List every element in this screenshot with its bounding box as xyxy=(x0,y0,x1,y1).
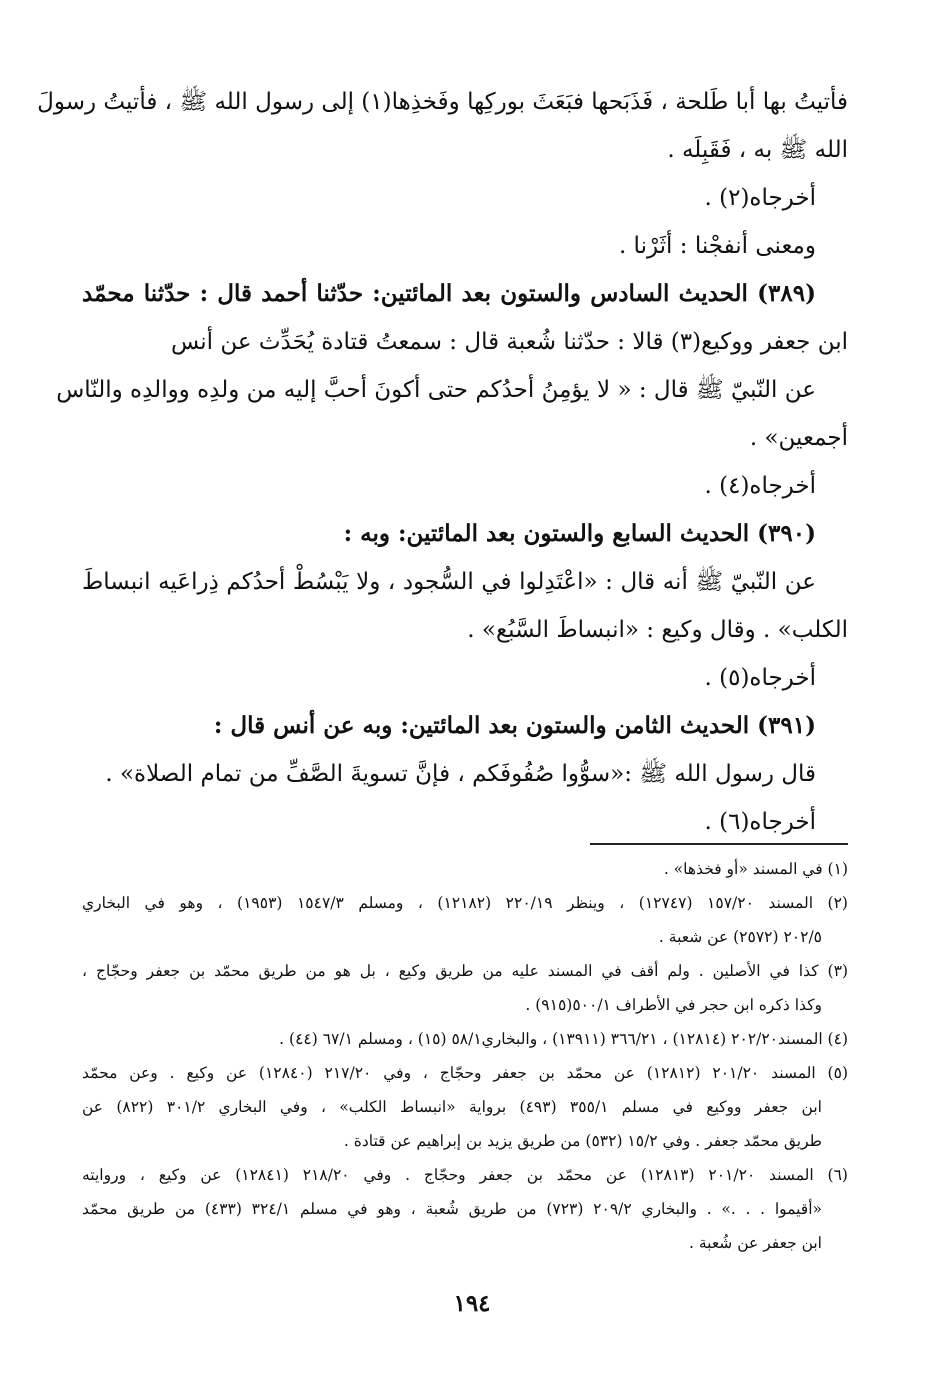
footnote-line: ابن جعفر عن شُعبة . xyxy=(688,1234,822,1252)
footnotes xyxy=(82,852,848,1260)
footnote-line: (٢) المسند ١٥٧/٢٠ (١٢٧٤٧) ، وينظر ٢٢٠/١٩ (١٢١٨٢) ، ومسلم ١٥٤٧/٣ (١٩٥٣) ، وهو في البخاري xyxy=(82,894,848,912)
footnote-line: طريق محمّد جعفر . وفي ١٥/٢ (٥٣٢) من طريق يزيد بن إبراهيم عن قتادة . xyxy=(343,1132,822,1150)
footnote-line: (٤) المسند٢٠٢/٢٠ (١٢٨١٤) ، ٣٦٦/٢١ (١٣٩١١) ، والبخاري٥٨/١ (١٥) ، ومسلم ٦٧/١ (٤٤) . xyxy=(279,1030,848,1048)
text-line: قال رسول الله ﷺ :«سوُّوا صُفُوفَكم ، فإنَّ تسويةَ الصَّفِّ من تمام الصلاة» . xyxy=(105,761,816,787)
footnote-divider xyxy=(590,843,848,845)
footnote-line: (١) في المسند «أو فخذها» . xyxy=(663,860,848,878)
text-line: أخرجاه(٤) . xyxy=(704,473,816,499)
text-line: أخرجاه(٦) . xyxy=(704,809,816,835)
text-line: أخرجاه(٥) . xyxy=(704,665,816,691)
text-line: أخرجاه(٢) . xyxy=(704,185,816,211)
text-line: الله ﷺ به ، فَقَبِلَه . xyxy=(667,137,848,163)
footnote-line: ابن جعفر ووكيع في مسلم ٣٥٥/١ (٤٩٣) برواية «انبساط الكلب» ، وفي البخاري ٣٠١/٢ (٨٢٢) عن xyxy=(82,1098,822,1116)
hadith-heading-391: (٣٩١) الحديث الثامن والستون بعد المائتين: وبه عن أنس قال : xyxy=(213,712,816,739)
hadith-heading-389: (٣٨٩) الحديث السادس والستون بعد المائتين: حدّثنا أحمد قال : حدّثنا محمّد xyxy=(82,280,816,307)
footnote-line: ٢٠٢/٥ (٢٥٧٢) عن شعبة . xyxy=(658,928,822,946)
footnote-line: (٣) كذا في الأصلين . ولم أقف في المسند عليه من طريق وكيع ، بل هو من طريق محمّد بن جعفر وحجّاج ، xyxy=(82,962,848,980)
page-number: ١٩٤ xyxy=(453,1290,491,1317)
footnote-line: «أقيموا . . .» . والبخاري ٢٠٩/٢ (٧٢٣) من طريق شُعبة ، وهو في مسلم ٣٢٤/١ (٤٣٣) من طريق محمّد xyxy=(82,1200,822,1218)
text-line: ومعنى أنفجْنا : أثَرْنا . xyxy=(618,233,816,259)
main-text xyxy=(37,78,848,846)
text-line: عن النّبيّ ﷺ أنه قال : «اعْتَدِلوا في السُّجود ، ولا يَبْسُطْ أحدُكم ذِراعَيه انبساطَ xyxy=(82,569,816,595)
text-line: فأتيتُ بها أبا طَلحة ، فَذَبَحها فبَعَثَ بوركِها وفَخذِها(١) إلى رسول الله ﷺ ، فأتيتُ رسولَ xyxy=(37,89,848,115)
footnote-line: (٥) المسند ٢٠١/٢٠ (١٢٨١٢) عن محمّد بن جعفر وحجّاج ، وفي ٢١٧/٢٠ (١٢٨٤٠) عن وكيع . وعن محمّد xyxy=(82,1064,848,1082)
text-line: عن النّبيّ ﷺ قال : « لا يؤمِنُ أحدُكم حتى أكونَ أحبَّ إليه من ولدِه ووالدِه والنّاس xyxy=(56,377,816,403)
text-line: ابن جعفر ووكيع(٣) قالا : حدّثنا شُعبة قال : سمعتُ قتادة يُحَدِّث عن أنس xyxy=(170,329,848,355)
text-line: الكلب» . وقال وكيع : «انبساطَ السَّبُع» . xyxy=(467,617,848,643)
hadith-heading-390: (٣٩٠) الحديث السابع والستون بعد المائتين: وبه : xyxy=(343,520,816,547)
footnote-line: وكذا ذكره ابن حجر في الأطراف ٥٠٠/١(٩١٥) . xyxy=(525,996,822,1014)
footnote-line: (٦) المسند ٢٠١/٢٠ (١٢٨١٣) عن محمّد بن جعفر وحجّاج . وفي ٢١٨/٢٠ (١٢٨٤١) عن وكيع ، وروايته xyxy=(82,1166,848,1184)
text-line: أجمعين» . xyxy=(749,425,848,451)
